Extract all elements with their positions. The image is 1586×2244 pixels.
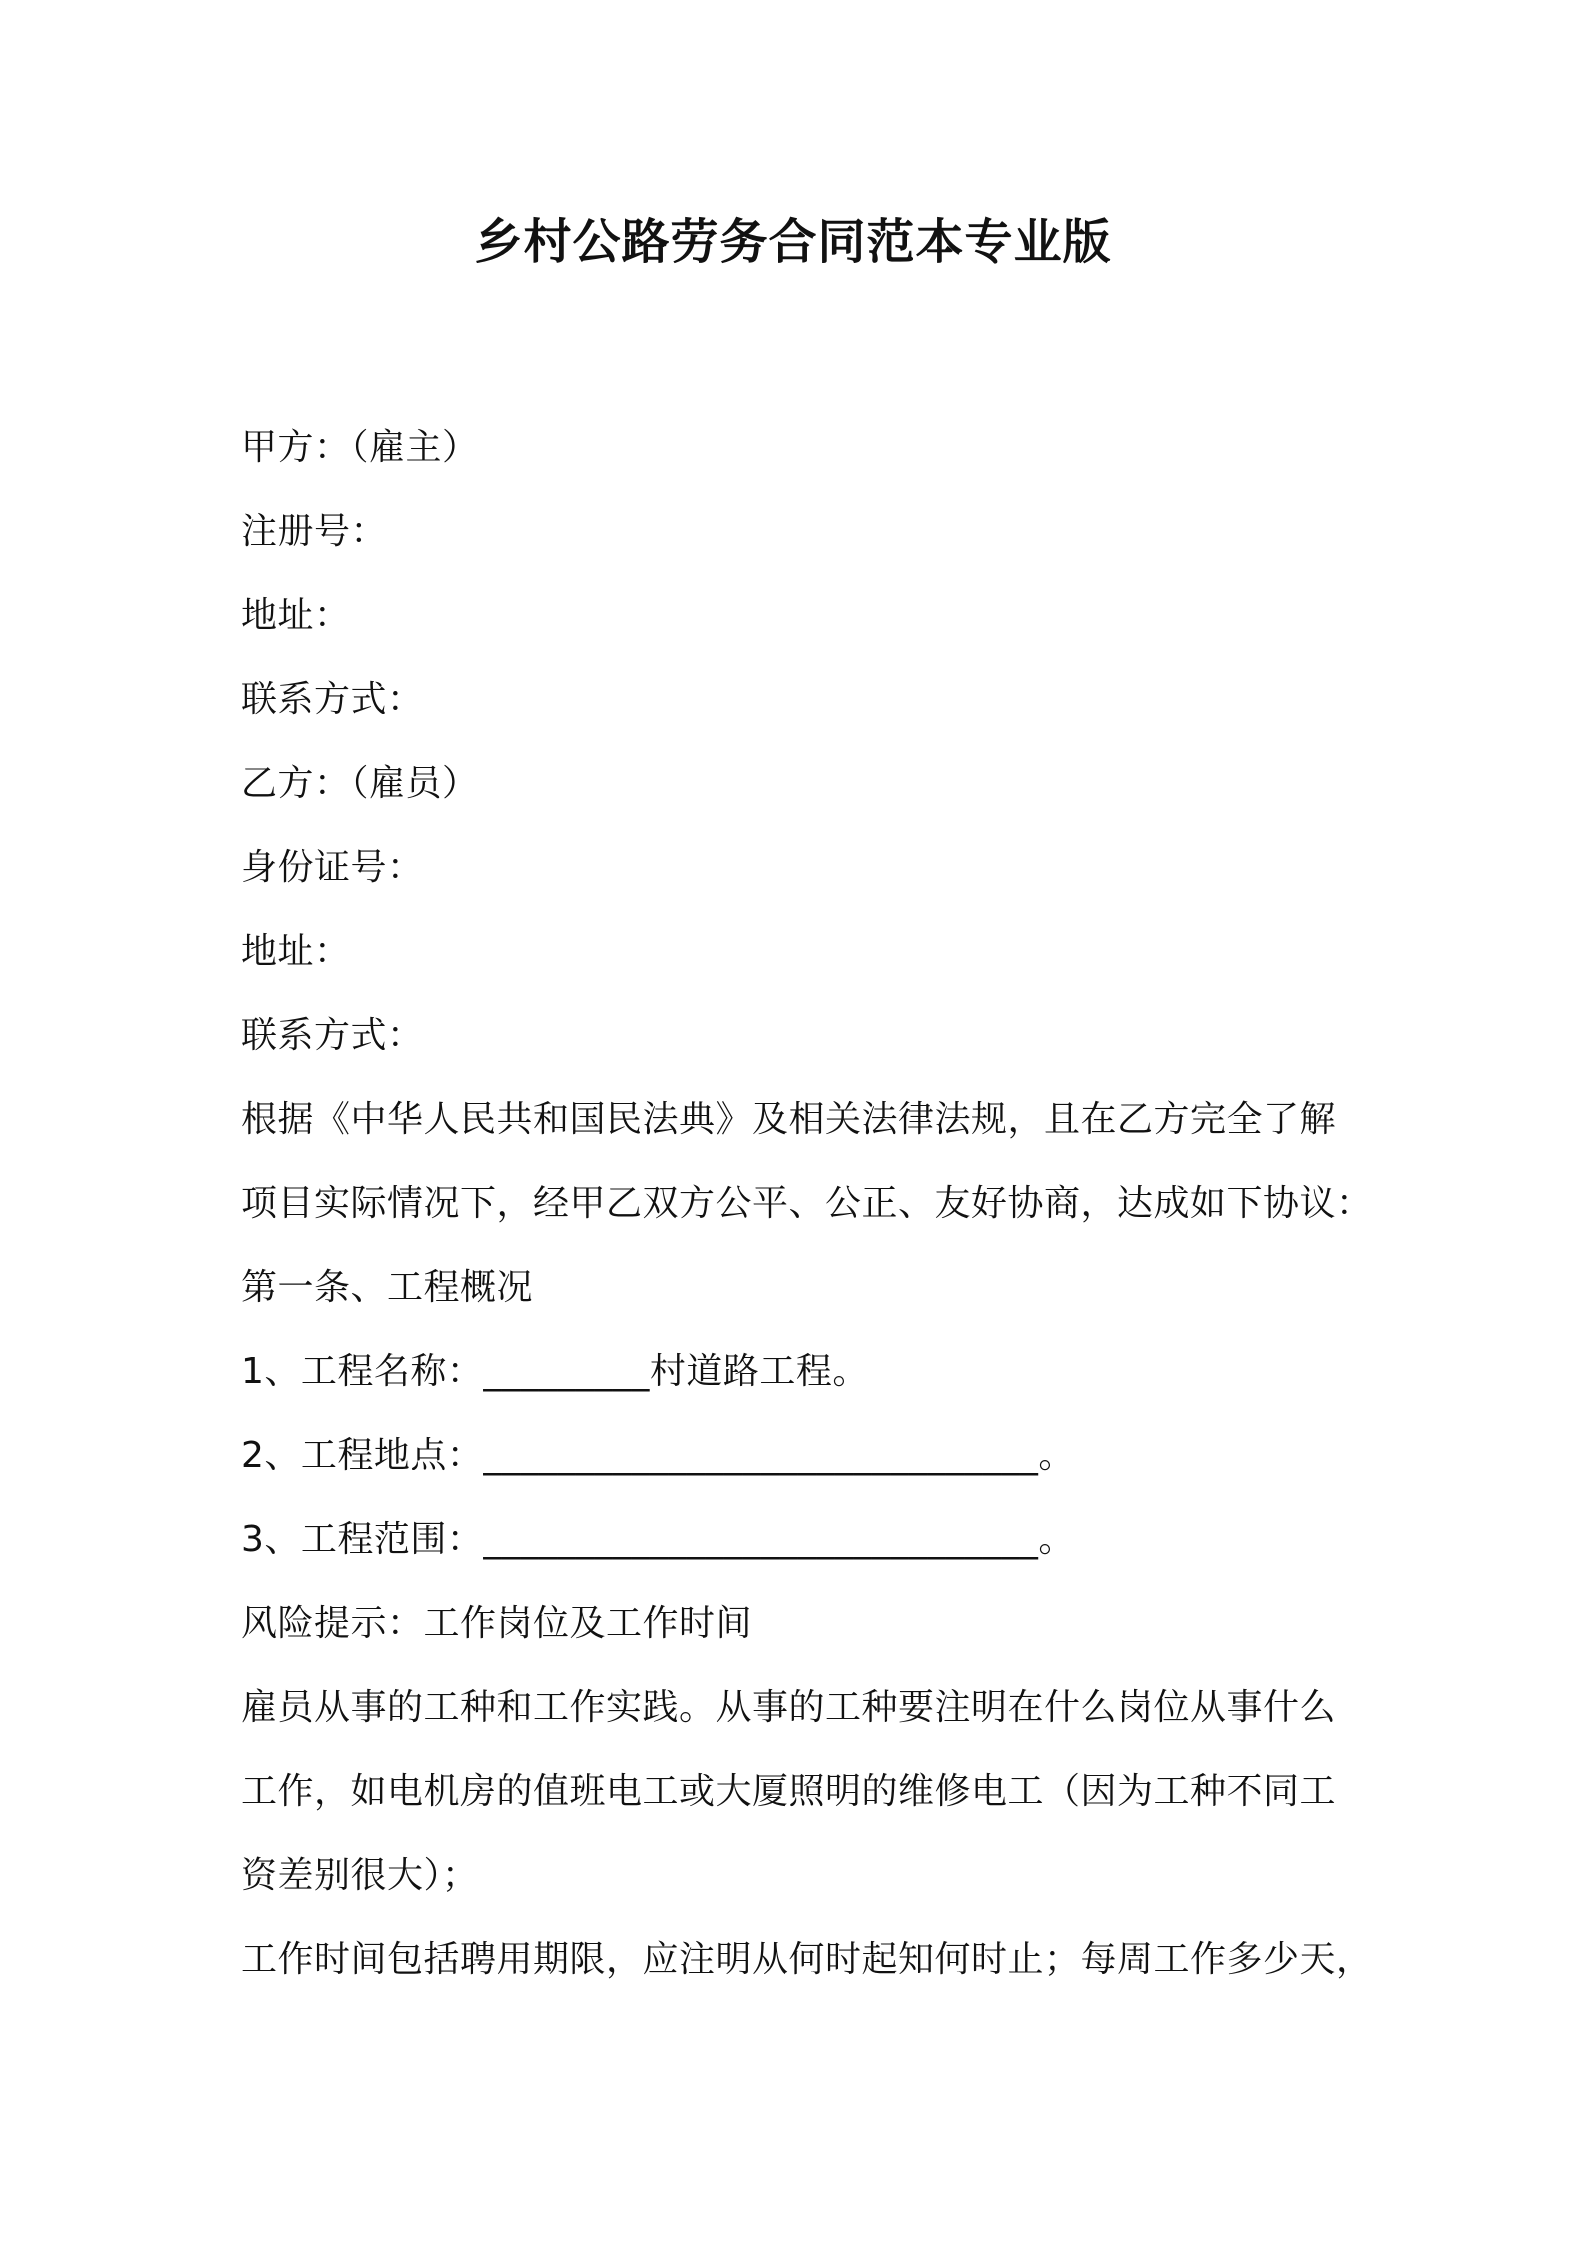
risk-notice-line-1: 雇员从事的工种和工作实践。从事的工种要注明在什么岗位从事什么 xyxy=(241,1687,1337,1728)
party-a-contact-label: 联系方式： xyxy=(241,679,424,720)
party-b-label: 乙方：（雇员） xyxy=(241,763,479,804)
preamble-line-2: 项目实际情况下，经甲乙双方公平、公正、友好协商，达成如下协议： xyxy=(241,1183,1373,1224)
article-1-heading: 第一条、工程概况 xyxy=(241,1267,534,1308)
project-location-line: 2、工程地点：______________________________。 xyxy=(241,1435,1075,1476)
working-time-line: 工作时间包括聘用期限，应注明从何时起知何时止；每周工作多少天， xyxy=(241,1939,1373,1980)
risk-notice-heading: 风险提示：工作岗位及工作时间 xyxy=(241,1603,753,1644)
party-a-label: 甲方：（雇主） xyxy=(241,427,479,468)
project-name-line: 1、工程名称：_________村道路工程。 xyxy=(241,1351,869,1392)
party-b-contact-label: 联系方式： xyxy=(241,1015,424,1056)
id-number-label: 身份证号： xyxy=(241,847,424,888)
risk-notice-line-3: 资差别很大）； xyxy=(241,1855,479,1896)
preamble-line-1: 根据《中华人民共和国民法典》及相关法律法规，且在乙方完全了解 xyxy=(241,1099,1337,1140)
project-scope-line: 3、工程范围：______________________________。 xyxy=(241,1519,1075,1560)
document-body xyxy=(241,406,1373,2002)
risk-notice-line-2: 工作，如电机房的值班电工或大厦照明的维修电工（因为工种不同工 xyxy=(241,1771,1337,1812)
party-a-address-label: 地址： xyxy=(241,595,351,636)
party-b-address-label: 地址： xyxy=(241,931,351,972)
document-title: 乡村公路劳务合同范本专业版 xyxy=(474,214,1112,270)
registration-number-label: 注册号： xyxy=(241,511,388,552)
